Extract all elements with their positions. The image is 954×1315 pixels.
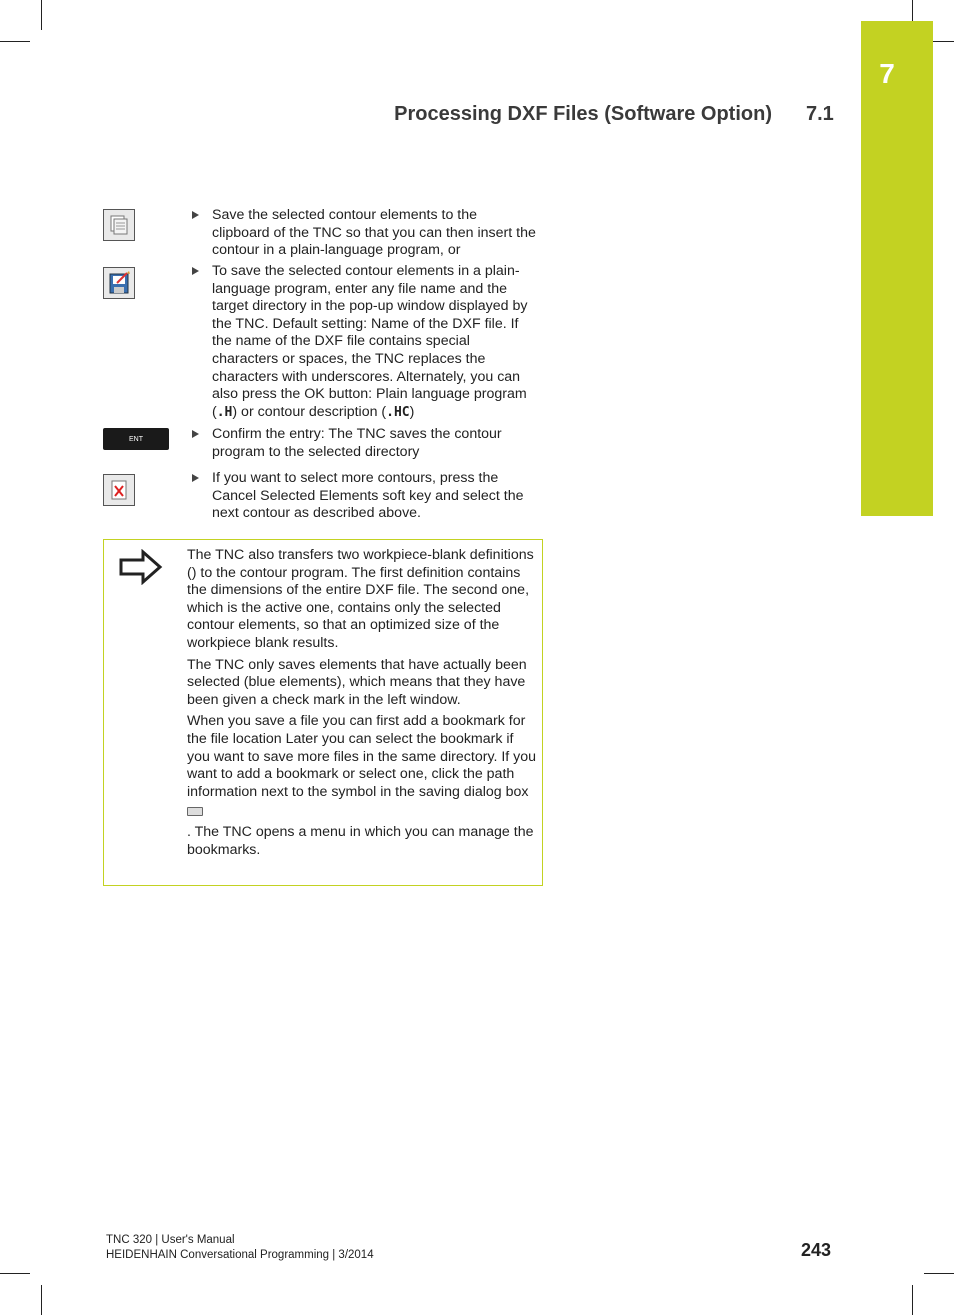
step-text-part: To save the selected contour elements in a plain-language program, enter any file name and the target directory in the pop-up window displayed by the TNC. Default setting: Name of the DXF file. If the name of the DXF file contains special characters or spaces, the TNC replaces the characters with underscores. Alternately, you can also press the OK button: Plain language program ( [212, 263, 528, 420]
bullet-triangle-icon [192, 211, 199, 219]
bullet-triangle-icon [192, 474, 199, 482]
bullet-triangle-icon [192, 430, 199, 438]
step-text [212, 263, 537, 421]
crop-mark [912, 1285, 913, 1315]
arrow-right-icon [118, 549, 164, 590]
bullet-triangle-icon [192, 267, 199, 275]
note-paragraph: When you save a file you can first add a bookmark for the file location Later you can select the bookmark if you want to save more files in the same directory. If you want to add a bookmark or select one, click the path information next to the symbol in the saving dialog box [187, 713, 537, 800]
ent-key [103, 428, 169, 450]
footer-manual-subtitle: HEIDENHAIN Conversational Programming | 3/2014 [106, 1249, 374, 1261]
section-number: 7.1 [806, 103, 834, 125]
page-title: Processing DXF Files (Software Option) [394, 103, 772, 125]
save-file-icon [103, 267, 135, 299]
note-text [187, 547, 537, 863]
footer-manual-title: TNC 320 | User's Manual [106, 1234, 235, 1246]
note-paragraph: The TNC only saves elements that have actually been selected (blue elements), which means that they have been given a check mark in the left window. [187, 656, 527, 708]
ent-key-label: ENT [129, 435, 143, 443]
crop-mark [41, 0, 42, 30]
step-text: Confirm the entry: The TNC saves the contour program to the selected directory [212, 426, 502, 460]
step-save-to-clipboard [192, 207, 537, 260]
step-save-program [192, 263, 537, 421]
crop-mark [924, 1273, 954, 1274]
chapter-tab [861, 21, 933, 516]
crop-mark [0, 41, 30, 42]
extension-hc: .HC [386, 404, 410, 420]
crop-mark [41, 1285, 42, 1315]
step-text-part: ) or contour description ( [232, 403, 387, 420]
step-text-part: ) [409, 403, 415, 420]
crop-mark [0, 1273, 30, 1274]
chapter-number: 7 [879, 58, 895, 89]
note-paragraph: The TNC also transfers two workpiece-blank definitions () to the contour program. The first definition contains the dimensions of the entire DXF file. The second one, which is the active one, contains only the selected contour elements, so that an optimized size of the workpiece blank results. [187, 547, 534, 651]
clipboard-icon [103, 209, 135, 241]
step-select-more [192, 470, 537, 523]
step-text: Save the selected contour elements to the clipboard of the TNC so that you can then insert the contour in a plain-language program, or [212, 207, 536, 259]
bookmark-symbol-icon [187, 807, 203, 816]
extension-h: .H [216, 404, 233, 420]
step-text: If you want to select more contours, press the Cancel Selected Elements soft key and select the next contour as described above. [212, 470, 524, 522]
cancel-selection-icon [103, 474, 135, 506]
step-confirm-entry [192, 426, 537, 461]
page-number: 243 [801, 1240, 832, 1260]
note-paragraph: . The TNC opens a menu in which you can manage the bookmarks. [187, 823, 534, 858]
